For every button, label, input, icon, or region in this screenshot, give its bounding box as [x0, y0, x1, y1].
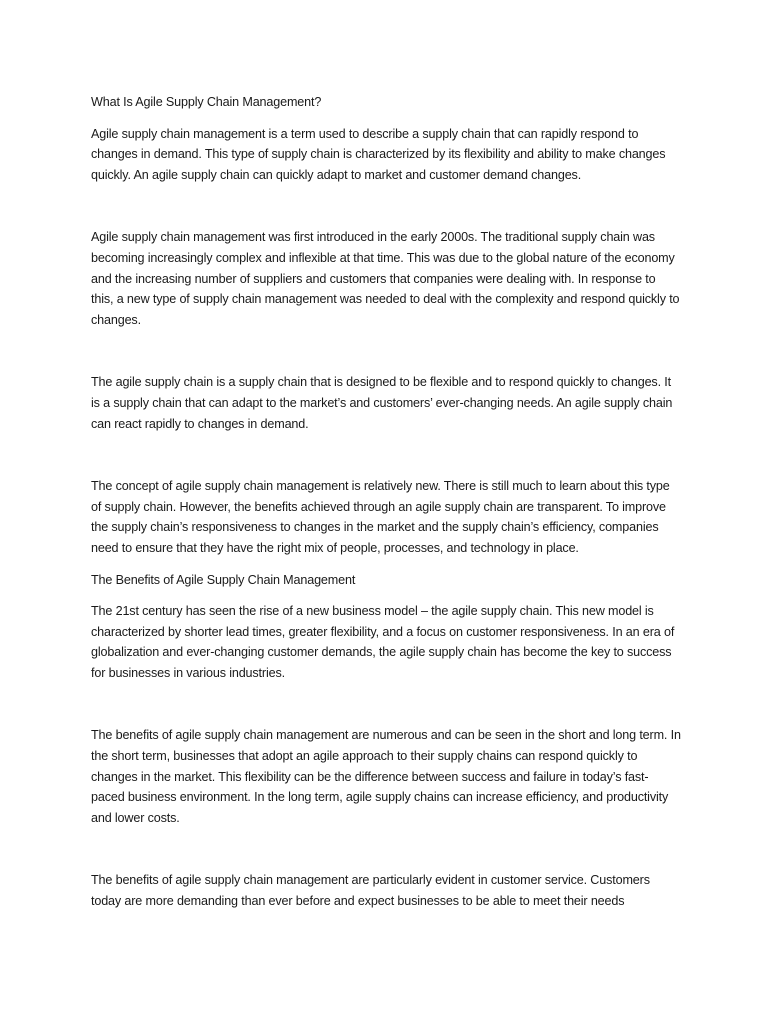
paragraph-7: The benefits of agile supply chain management are particularly evident in customer service. Customers today are more demanding than ever before and expect businesses to be able to meet their needs: [91, 873, 650, 909]
paragraph-5: The 21st century has seen the rise of a new business model – the agile supply chain. This new model is characterized by shorter lead times, greater flexibility, and a focus on customer responsiveness. In an era of globalization and ever-changing customer demands, the agile supply chain has become the key to success for businesses in various industries.: [91, 604, 675, 680]
section-heading-what-is: What Is Agile Supply Chain Management?: [91, 95, 322, 109]
section-heading-benefits: The Benefits of Agile Supply Chain Management: [91, 572, 356, 587]
paragraph-4: The concept of agile supply chain management is relatively new. There is still much to learn about this type of supply chain. However, the benefits achieved through an agile supply chain are transparent. To improve the supply chain’s responsiveness to changes in the market and the supply chain’s efficiency, companies need to ensure that they have the right mix of people, processes, and technology in place.: [91, 479, 670, 555]
paragraph-6: The benefits of agile supply chain management are numerous and can be seen in the short and long term. In the short term, businesses that adopt an agile approach to their supply chains can respond quickly to changes in the market. This flexibility can be the difference between success and failure in today’s fast-paced business environment. In the long term, agile supply chains can increase efficiency, and productivity and lower costs.: [91, 728, 681, 825]
document-body: [91, 92, 681, 912]
paragraph-2: Agile supply chain management was first introduced in the early 2000s. The traditional supply chain was becoming increasingly complex and inflexible at that time. This was due to the global nature of the economy and the increasing number of suppliers and customers that companies were dealing with. In response to this, a new type of supply chain management was needed to deal with the complexity and respond quickly to changes.: [91, 230, 680, 327]
paragraph-1: Agile supply chain management is a term used to describe a supply chain that can rapidly respond to changes in demand. This type of supply chain is characterized by its flexibility and ability to make changes quickly. An agile supply chain can quickly adapt to market and customer demand changes.: [91, 126, 666, 182]
paragraph-3: The agile supply chain is a supply chain that is designed to be flexible and to respond quickly to changes. It is a supply chain that can adapt to the market’s and customers’ ever-changing needs. An agile supply chain can react rapidly to changes in demand.: [91, 375, 673, 431]
